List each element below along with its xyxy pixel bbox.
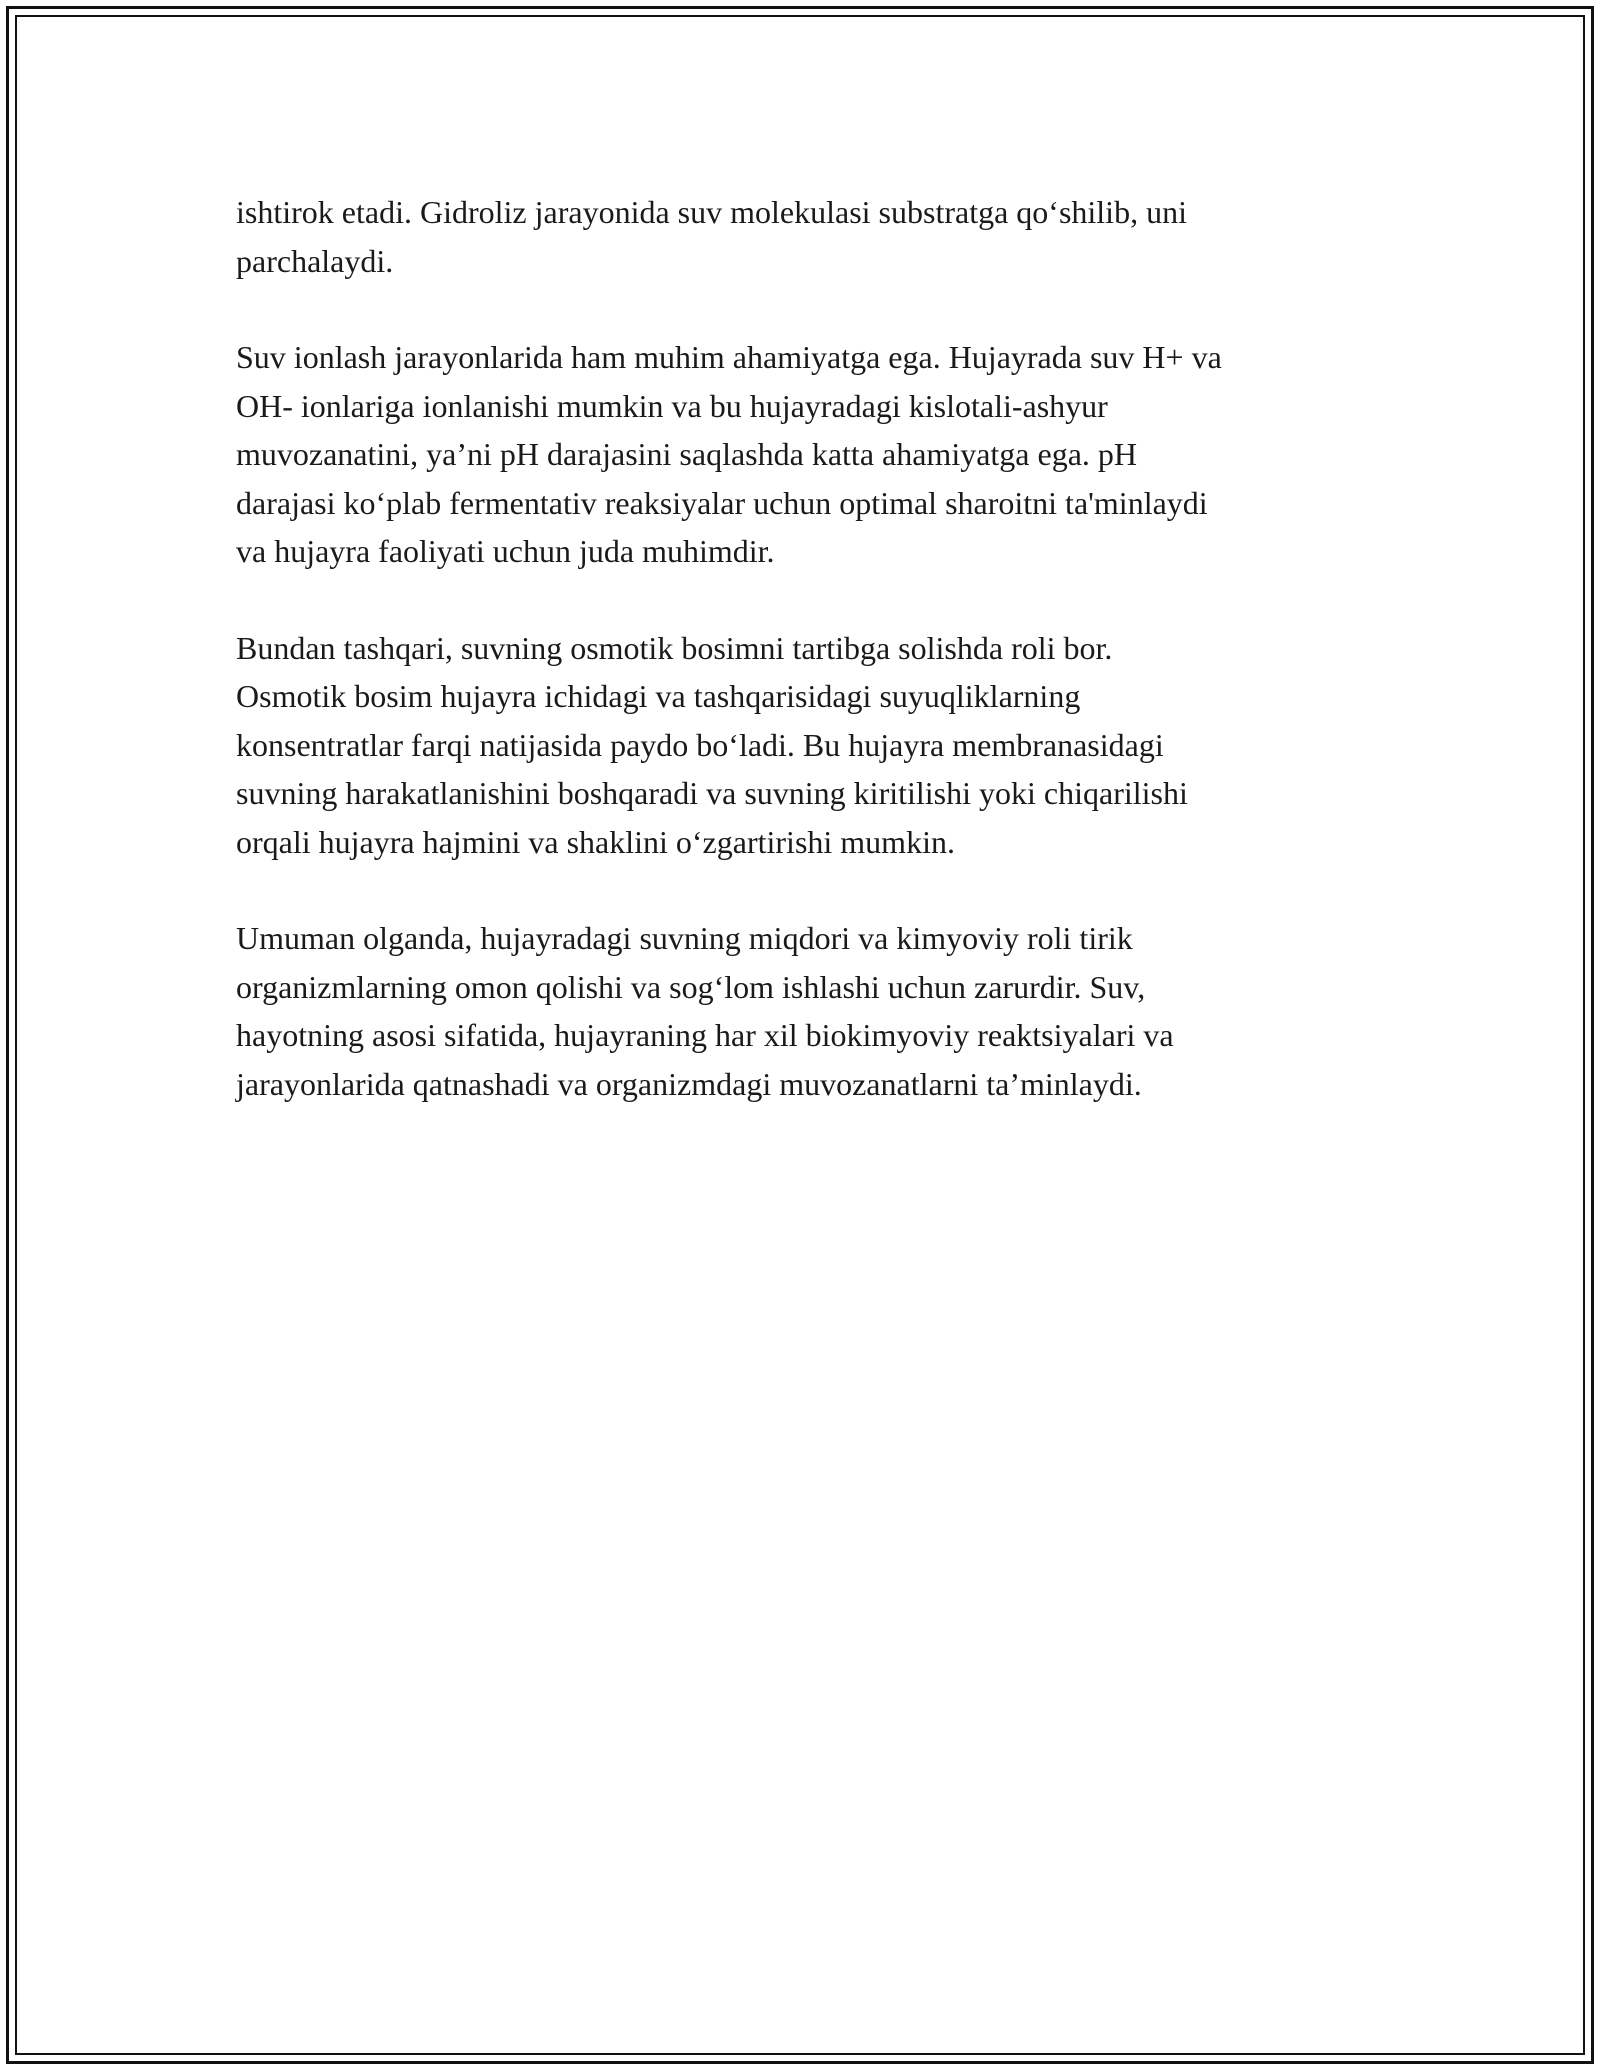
- page-body: [236, 188, 1376, 1156]
- paragraph-conclusion: Umuman olganda, hujayradagi suvning miqdori va kimyoviy roli tirik organizmlarning omon qolishi va sog‘lom ishlashi uchun zarurdir. Suv, hayotning asosi sifatida, hujayraning har xil biokimyoviy reaktsiyalari va jarayonlarida qatnashadi va organizmdagi muvozanatlarni ta’minlaydi.: [236, 920, 1174, 1102]
- paragraph-hydrolysis: ishtirok etadi. Gidroliz jarayonida suv molekulasi substratga qo‘shilib, uni parchalaydi.: [236, 194, 1187, 279]
- paragraph-ionization: Suv ionlash jarayonlarida ham muhim ahamiyatga ega. Hujayrada suv H+ va OH- ionlariga ionlanishi mumkin va bu hujayradagi kislotali-ashyur muvozanatini, ya’ni pH darajasini saqlashda katta ahamiyatga ega. pH darajasi ko‘plab fermentativ reaksiyalar uchun optimal sharoitni ta'minlaydi va hujayra faoliyati uchun juda muhimdir.: [236, 339, 1222, 569]
- paragraph-osmotic-pressure: Bundan tashqari, suvning osmotik bosimni tartibga solishda roli bor. Osmotik bosim hujayra ichidagi va tashqarisidagi suyuqliklarning konsentratlar farqi natijasida paydo bo‘ladi. Bu hujayra membranasidagi suvning harakatlanishini boshqaradi va suvning kiritilishi yoki chiqarilishi orqali hujayra hajmini va shaklini o‘zgartirishi mumkin.: [236, 629, 1188, 860]
